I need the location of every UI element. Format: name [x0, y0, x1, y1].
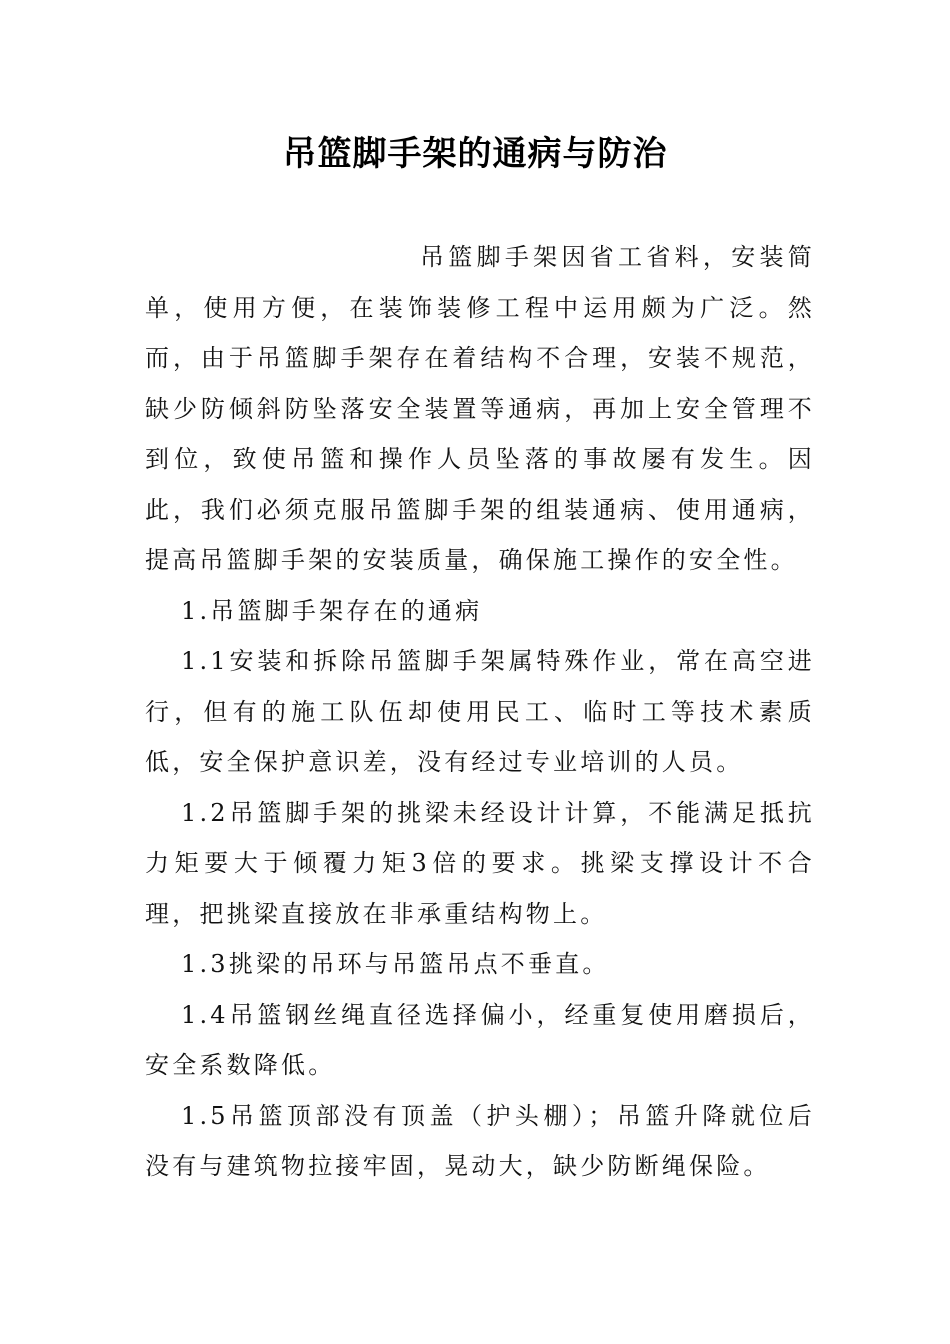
item-1-1-paragraph: 1.1安装和拆除吊篮脚手架属特殊作业，常在高空进行，但有的施工队伍却使用民工、临时工等技术素质低，安全保护意识差，没有经过专业培训的人员。 [145, 647, 815, 776]
item-1-4-paragraph: 1.4吊篮钢丝绳直径选择偏小，经重复使用磨损后，安全系数降低。 [145, 1000, 815, 1079]
section-heading: 1.吊篮脚手架存在的通病 [181, 596, 483, 625]
intro-paragraph: 吊篮脚手架因省工省料，安装简单，使用方便，在装饰装修工程中运用颇为广泛。然而，由于吊篮脚手架存在着结构不合理，安装不规范，缺少防倾斜防坠落安全装置等通病，再加上安全管理不到位，致使吊篮和操作人员坠落的事故屡有发生。因此，我们必须克服吊篮脚手架的组装通病、使用通病，提高吊篮脚手架的安装质量，确保施工操作的安全性。 [145, 243, 815, 574]
document-body [145, 232, 815, 1192]
item-1-5-paragraph: 1.5吊篮顶部没有顶盖（护头棚）；吊篮升降就位后没有与建筑物拉接牢固，晃动大，缺少防断绳保险。 [145, 1101, 815, 1180]
item-1-3-paragraph: 1.3挑梁的吊环与吊篮吊点不垂直。 [181, 950, 610, 978]
document-title: 吊篮脚手架的通病与防治 [282, 134, 668, 174]
item-1-2-paragraph: 1.2吊篮脚手架的挑梁未经设计计算，不能满足抵抗力矩要大于倾覆力矩3倍的要求。挑梁支撑设计不合理，把挑梁直接放在非承重结构物上。 [145, 798, 815, 928]
